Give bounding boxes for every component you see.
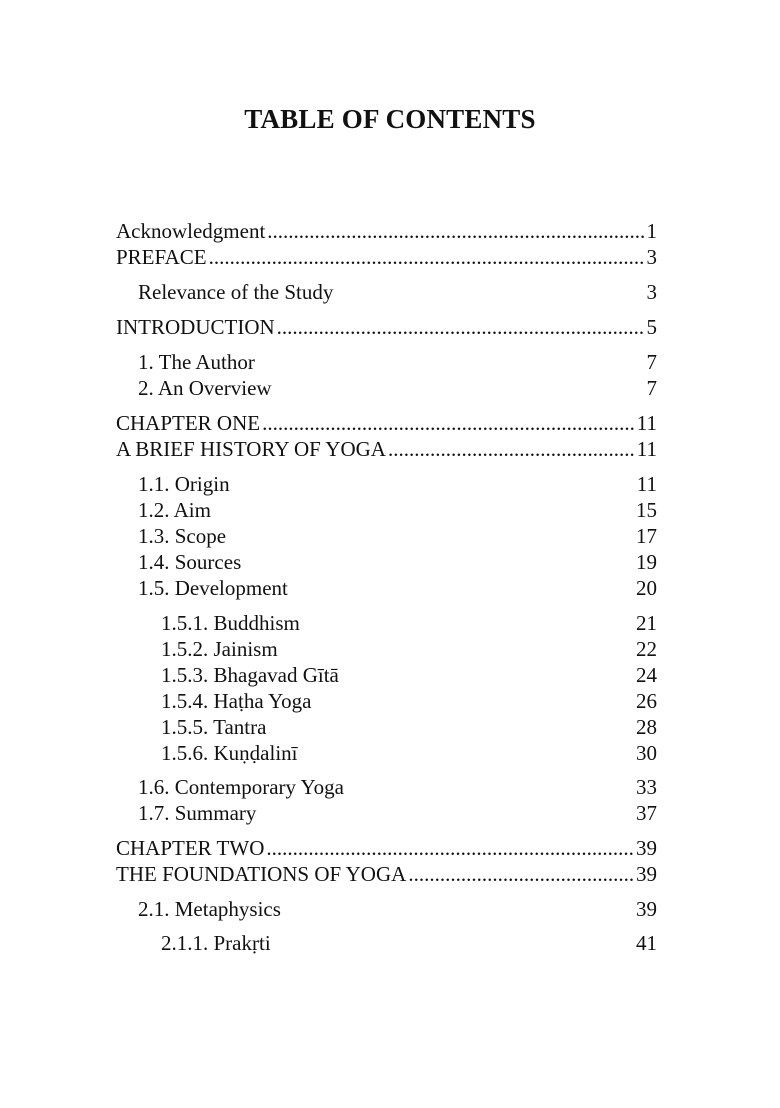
toc-entry[interactable] — [116, 636, 657, 662]
toc-entry-label: 1.5.2. Jainism — [161, 637, 278, 661]
toc-entry-label: 2.1. Metaphysics — [138, 897, 281, 921]
toc-entry-label: 1.4. Sources — [138, 550, 242, 574]
dot-leader — [209, 244, 645, 270]
toc-entry[interactable] — [116, 800, 657, 826]
toc-entry-page-number: 30 — [636, 741, 657, 765]
toc-entry[interactable] — [116, 349, 657, 375]
toc-entry-row — [116, 861, 657, 887]
toc-entry[interactable] — [116, 774, 657, 800]
toc-entry-label: CHAPTER ONE — [116, 411, 261, 435]
toc-entry[interactable] — [116, 279, 657, 305]
toc-entry[interactable] — [116, 575, 657, 601]
dot-leader — [267, 218, 644, 244]
toc-entry[interactable] — [116, 688, 657, 714]
toc-entry-page-number: 26 — [636, 689, 657, 713]
toc-entry-label: PREFACE — [116, 245, 207, 269]
toc-entry-page-number: 22 — [636, 637, 657, 661]
toc-entry-label: 1.5.4. Haṭha Yoga — [161, 689, 312, 713]
toc-entry-row — [116, 410, 657, 436]
toc-entry-page-number: 33 — [636, 775, 657, 799]
toc-entry[interactable] — [116, 497, 657, 523]
dot-leader — [262, 410, 635, 436]
toc-entry-page-number: 1 — [646, 219, 657, 243]
toc-entry[interactable] — [116, 714, 657, 740]
toc-entry-row — [116, 244, 657, 270]
toc-entry-page-number: 11 — [636, 437, 657, 461]
page-title: TABLE OF CONTENTS — [244, 104, 536, 134]
toc-entry-page-number: 15 — [636, 498, 657, 522]
toc-entry-page-number: 24 — [636, 663, 657, 687]
toc-entry[interactable] — [116, 740, 657, 766]
toc-entry[interactable] — [116, 930, 657, 956]
toc-entry[interactable] — [116, 436, 657, 462]
toc-entry[interactable] — [116, 375, 657, 401]
toc-entry-page-number: 7 — [646, 376, 657, 400]
toc-entry-page-number: 28 — [636, 715, 657, 739]
toc-entry-label: 1.2. Aim — [138, 498, 211, 522]
toc-entry-page-number: 5 — [646, 315, 657, 339]
toc-entry-row — [116, 835, 657, 861]
toc-entry[interactable] — [116, 523, 657, 549]
toc-entry-page-number: 11 — [636, 472, 657, 496]
toc-entry-label: 2. An Overview — [138, 376, 272, 400]
toc-entry-label: A BRIEF HISTORY OF YOGA — [116, 437, 386, 461]
toc-entry-page-number: 39 — [636, 897, 657, 921]
toc-entry-page-number: 41 — [636, 931, 657, 955]
toc-entry[interactable] — [116, 314, 657, 340]
toc-entry-label: 1.5. Development — [138, 576, 288, 600]
toc-entry[interactable] — [116, 410, 657, 436]
toc-entry[interactable] — [116, 471, 657, 497]
toc-entry-label: Acknowledgment — [116, 219, 266, 243]
toc-entry-page-number: 37 — [636, 801, 657, 825]
dot-leader — [388, 436, 635, 462]
toc-entry-page-number: 39 — [636, 836, 657, 860]
dot-leader — [266, 835, 634, 861]
toc-entry[interactable] — [116, 835, 657, 861]
toc-entry-label: 1.7. Summary — [138, 801, 257, 825]
toc-entry-page-number: 39 — [636, 862, 657, 886]
toc-entry-label: 1.1. Origin — [138, 472, 230, 496]
toc-entry-label: Relevance of the Study — [138, 280, 334, 304]
toc-entry[interactable] — [116, 218, 657, 244]
toc-entry-label: 1.6. Contemporary Yoga — [138, 775, 344, 799]
toc-entry-label: 1.5.6. Kuṇḍalinī — [161, 741, 298, 765]
dot-leader — [408, 861, 634, 887]
toc-entry-label: THE FOUNDATIONS OF YOGA — [116, 862, 407, 886]
toc-entry[interactable] — [116, 861, 657, 887]
toc-entry-label: 2.1.1. Prakṛti — [161, 931, 271, 955]
toc-entry-page-number: 7 — [646, 350, 657, 374]
toc-entry-page-number: 17 — [636, 524, 657, 548]
toc-entry[interactable] — [116, 662, 657, 688]
toc-entry-row — [116, 436, 657, 462]
toc-entry-label: 1. The Author — [138, 350, 255, 374]
toc-entry-label: 1.5.5. Tantra — [161, 715, 267, 739]
toc-entry-label: 1.5.1. Buddhism — [161, 611, 300, 635]
toc-entry-page-number: 21 — [636, 611, 657, 635]
toc-entry-page-number: 19 — [636, 550, 657, 574]
toc-entry-page-number: 3 — [646, 280, 657, 304]
toc-entry-row — [116, 314, 657, 340]
toc-entry[interactable] — [116, 549, 657, 575]
toc-entry-page-number: 20 — [636, 576, 657, 600]
toc-entry-label: CHAPTER TWO — [116, 836, 265, 860]
toc-entry-label: 1.3. Scope — [138, 524, 227, 548]
toc-entry-page-number: 11 — [636, 411, 657, 435]
toc-entry-page-number: 3 — [646, 245, 657, 269]
toc-entry[interactable] — [116, 896, 657, 922]
toc-entry-row — [116, 218, 657, 244]
dot-leader — [277, 314, 645, 340]
toc-entry-label: 1.5.3. Bhagavad Gītā — [161, 663, 339, 687]
toc-entry[interactable] — [116, 610, 657, 636]
toc-entry-label: INTRODUCTION — [116, 315, 275, 339]
toc-entry[interactable] — [116, 244, 657, 270]
